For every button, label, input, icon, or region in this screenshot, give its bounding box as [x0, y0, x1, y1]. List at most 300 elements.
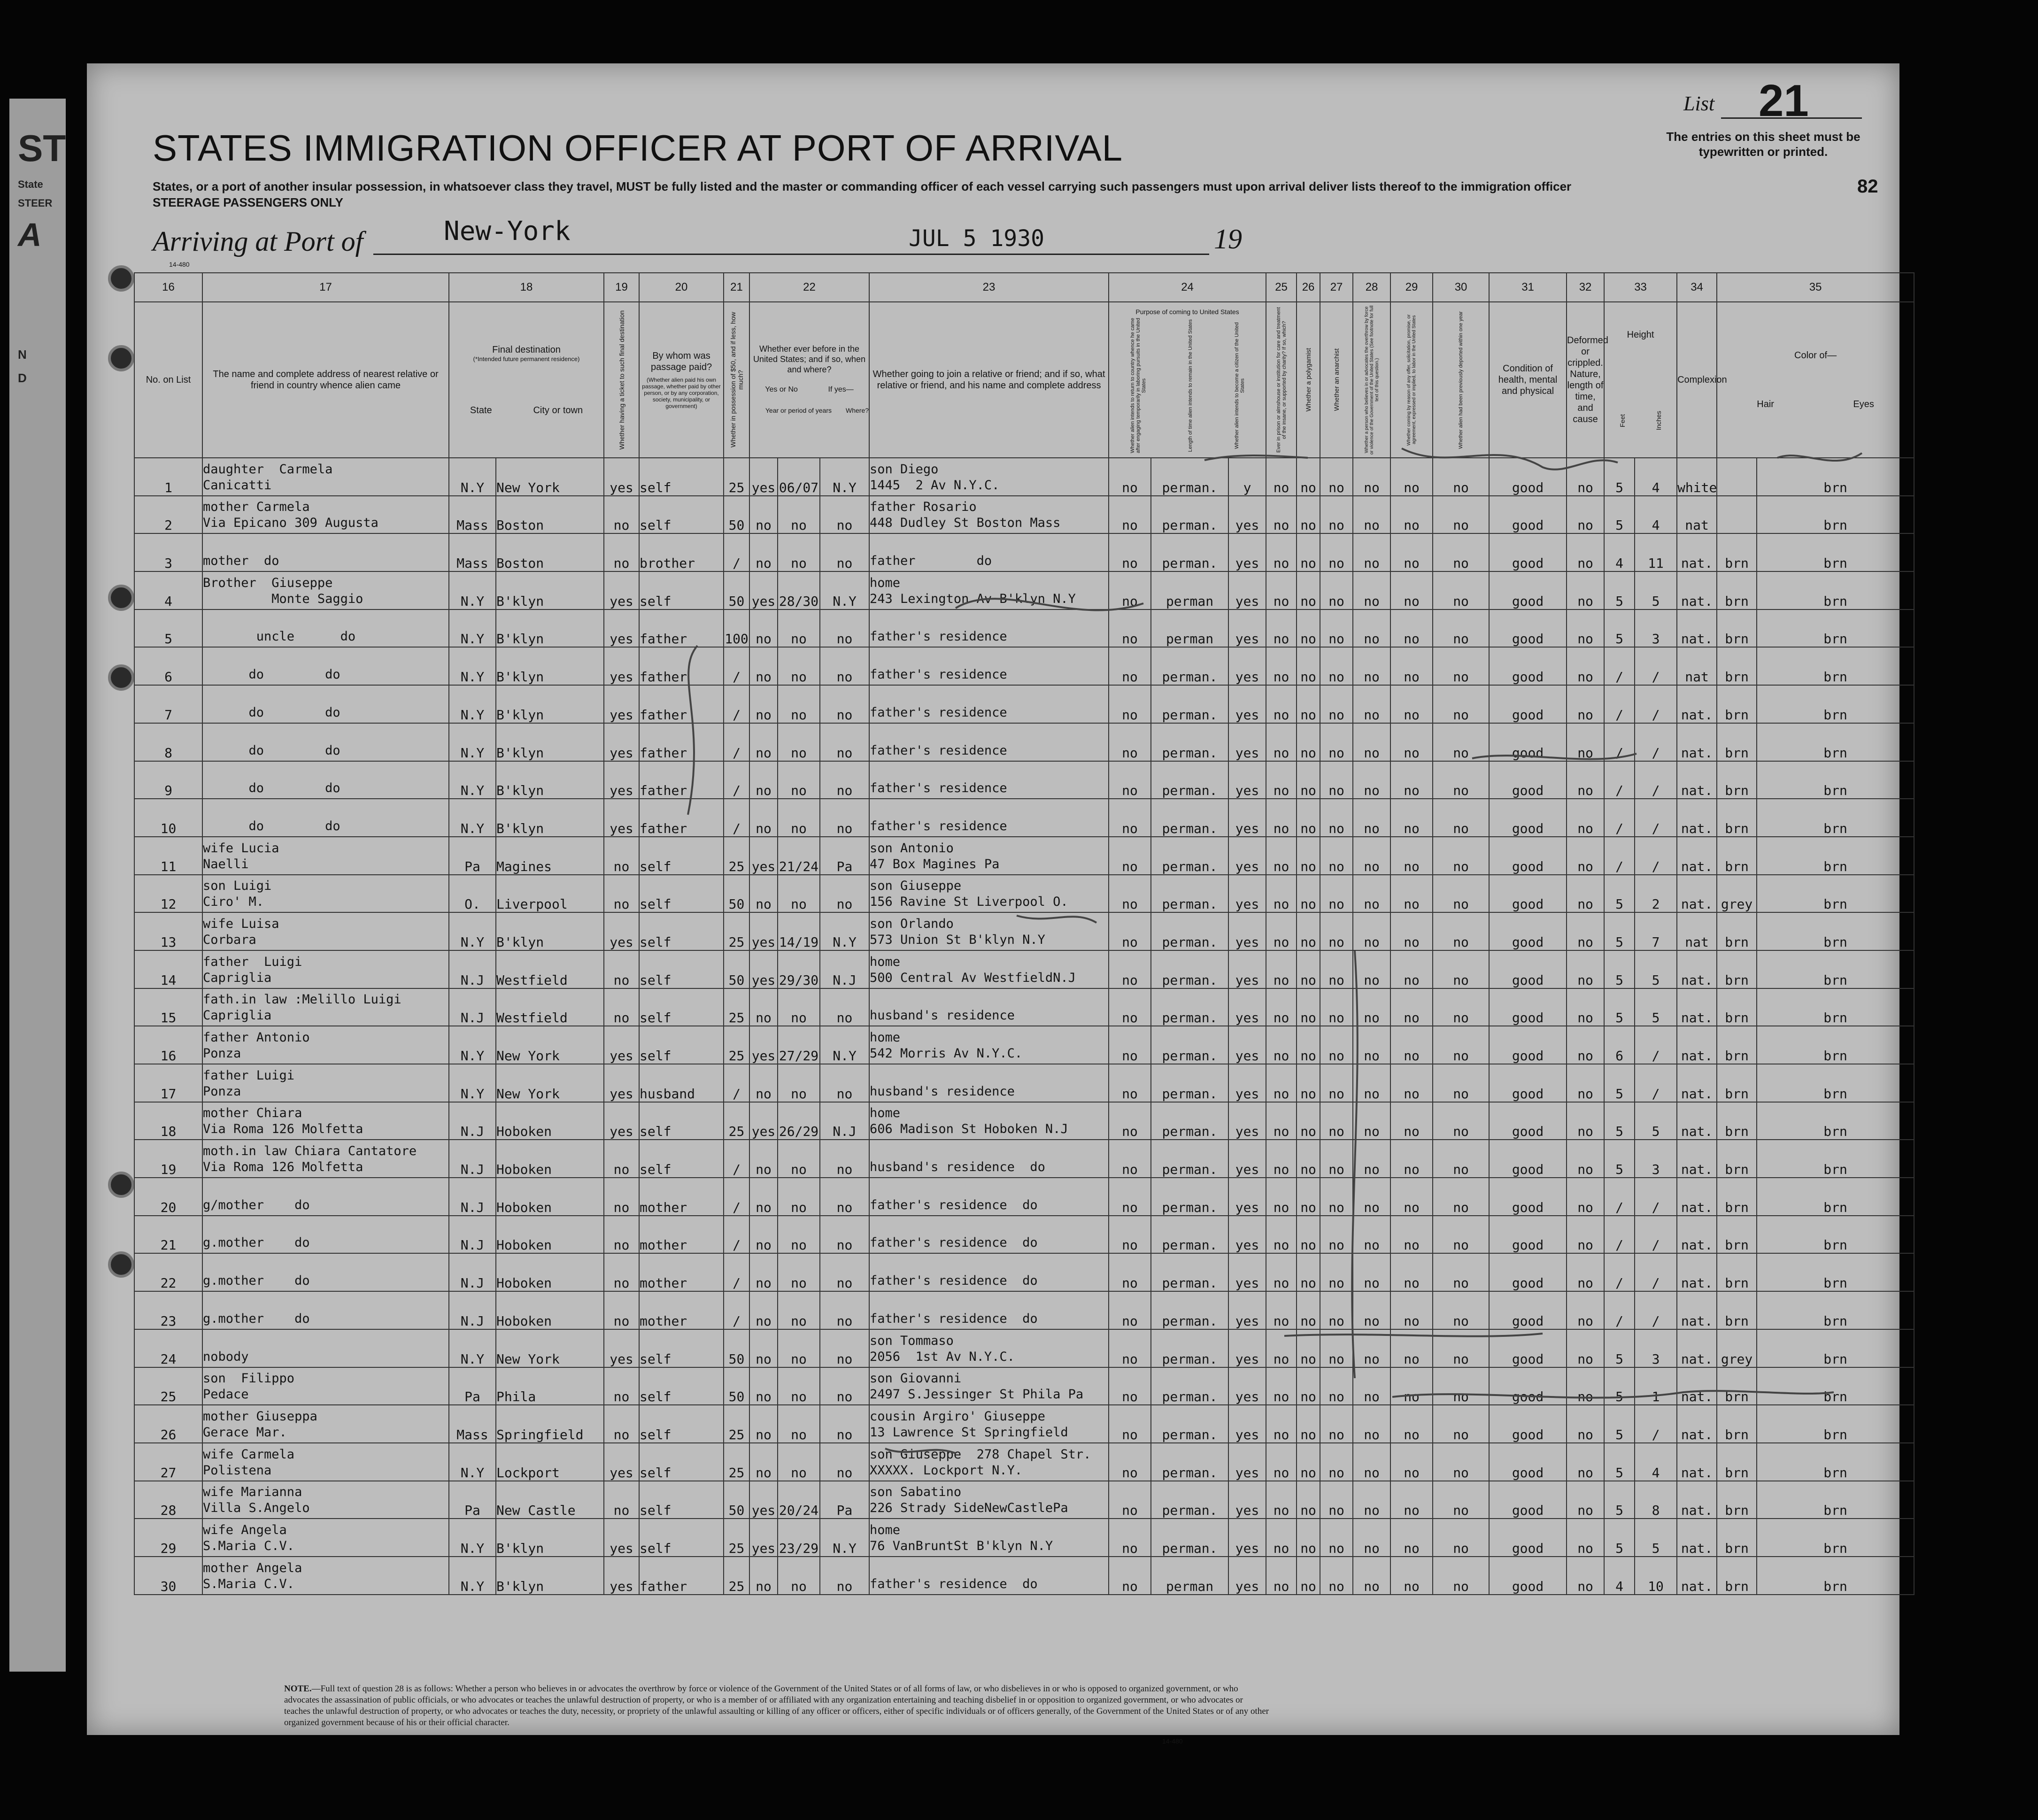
cell-q28: no [1353, 533, 1390, 571]
relative-address-line2: Ponza [203, 1084, 241, 1099]
cell-eye-color: brn [1757, 950, 1914, 988]
cell-money: 50 [724, 875, 749, 913]
cell-before-yes-no: yes [749, 912, 778, 950]
cell-before-yes-no: no [749, 1291, 778, 1329]
cell-before-where: no [820, 1064, 869, 1102]
cell-ticket: yes [604, 1443, 639, 1481]
cell-money: 50 [724, 950, 749, 988]
cell-deformed: no [1567, 837, 1604, 875]
relative-address-line2: Canicatti [203, 478, 272, 493]
cell-purpose-length: perman [1151, 571, 1228, 609]
pencil-stroke [688, 646, 697, 815]
cell-row-number: 27 [134, 1443, 202, 1481]
cell-before-yes-no: yes [749, 1519, 778, 1557]
cell-health: good [1489, 1367, 1567, 1405]
cell-purpose-citizen: yes [1228, 685, 1266, 723]
cell-purpose-return: no [1109, 1519, 1151, 1557]
cell-passage-paid: father [639, 761, 724, 799]
cell-purpose-citizen: yes [1228, 912, 1266, 950]
list-label: List [1683, 92, 1715, 115]
cell-before-where: N.Y [820, 1026, 869, 1064]
cell-before-where: no [820, 761, 869, 799]
column-number: 33 [1604, 273, 1677, 302]
cell-before-year: 26/29 [778, 1102, 820, 1140]
cell-complexion: nat. [1677, 1026, 1717, 1064]
cell-purpose-length: perman. [1151, 761, 1228, 799]
cell-purpose-citizen: y [1228, 458, 1266, 496]
cell-dest-state: Mass [449, 496, 496, 534]
cell-before-where: N.J [820, 1102, 869, 1140]
cell-anarchist: no [1320, 458, 1353, 496]
cell-health: good [1489, 1216, 1567, 1254]
cell-ticket: yes [604, 1329, 639, 1367]
header-sub: Whether alien intends to return to country whence he came after engaging temporarily in laboring pursuits in the United States [1129, 318, 1147, 453]
cell-deformed: no [1567, 950, 1604, 988]
cell-before-year: no [778, 875, 820, 913]
cell-before-yes-no: no [749, 1064, 778, 1102]
cell-height-inches: 4 [1635, 458, 1677, 496]
cell-deformed: no [1567, 1064, 1604, 1102]
cell-complexion: nat [1677, 647, 1717, 685]
cell-deformed: no [1567, 1367, 1604, 1405]
cell-q29: no [1390, 1140, 1433, 1178]
cell-passage-paid: father [639, 799, 724, 837]
cell-prison: no [1266, 1102, 1297, 1140]
cell-dest-state: N.Y [449, 1329, 496, 1367]
cell-before-where: N.Y [820, 912, 869, 950]
cell-q29: no [1390, 647, 1433, 685]
column-number: 30 [1433, 273, 1489, 302]
relative-address-line2: g/mother do [203, 1197, 310, 1212]
cell-before-where: no [820, 647, 869, 685]
cell-money: 25 [724, 458, 749, 496]
cell-q29: no [1390, 988, 1433, 1026]
cell-height-inches: 3 [1635, 609, 1677, 648]
cell-deformed: no [1567, 1481, 1604, 1519]
cell-height-feet: / [1604, 723, 1635, 761]
cell-anarchist: no [1320, 761, 1353, 799]
cell-purpose-length: perman. [1151, 1519, 1228, 1557]
cell-purpose-return: no [1109, 799, 1151, 837]
cell-money: 100 [724, 609, 749, 648]
join-relative-line2: 448 Dudley St Boston Mass [870, 516, 1061, 531]
cell-q30: no [1433, 1140, 1489, 1178]
cell-before-year: no [778, 647, 820, 685]
cell-deformed: no [1567, 1253, 1604, 1291]
cell-purpose-length: perman. [1151, 1481, 1228, 1519]
pencil-stroke [956, 599, 1143, 610]
cell-before-year: no [778, 1178, 820, 1216]
cell-polygamist: no [1297, 1216, 1320, 1254]
relative-address-line2: Pedace [203, 1387, 249, 1402]
cell-q30: no [1433, 1443, 1489, 1481]
margin-letter: STEER [18, 197, 53, 209]
join-relative-line2: 1445 2 Av N.Y.C. [870, 478, 1000, 493]
cell-dest-state: N.Y [449, 1557, 496, 1595]
cell-health: good [1489, 1140, 1567, 1178]
cell-purpose-citizen: yes [1228, 533, 1266, 571]
cell-polygamist: no [1297, 761, 1320, 799]
cell-health: good [1489, 1102, 1567, 1140]
cell-dest-city: Hoboken [496, 1178, 604, 1216]
cell-passage-paid: self [639, 1481, 724, 1519]
relative-address-line1: mother Giuseppa [203, 1409, 317, 1424]
cell-purpose-citizen: yes [1228, 496, 1266, 534]
cell-prison: no [1266, 1443, 1297, 1481]
cell-hair-color: grey [1717, 875, 1757, 913]
cell-passage-paid: self [639, 458, 724, 496]
cell-complexion: nat. [1677, 1405, 1717, 1443]
cell-q28: no [1353, 1405, 1390, 1443]
cell-ticket: yes [604, 609, 639, 648]
cell-polygamist: no [1297, 1329, 1320, 1367]
cell-polygamist: no [1297, 609, 1320, 648]
cell-height-feet: 5 [1604, 1443, 1635, 1481]
cell-q29: no [1390, 571, 1433, 609]
join-relative-line1: son Giuseppe [870, 879, 962, 894]
header-no-on-list: No. on List [134, 302, 202, 458]
cell-q29: no [1390, 723, 1433, 761]
join-relative-line2: father's residence [870, 818, 1007, 833]
cell-eye-color: brn [1757, 1064, 1914, 1102]
cell-health: good [1489, 1481, 1567, 1519]
cell-height-feet: 5 [1604, 496, 1635, 534]
cell-purpose-return: no [1109, 1481, 1151, 1519]
cell-passage-paid: father [639, 647, 724, 685]
relative-address-line1: daughter Carmela [203, 462, 333, 477]
cell-purpose-return: no [1109, 1253, 1151, 1291]
cell-dest-city: Hoboken [496, 1102, 604, 1140]
cell-purpose-length: perman. [1151, 1102, 1228, 1140]
cell-dest-state: N.Y [449, 1443, 496, 1481]
cell-complexion: nat. [1677, 1253, 1717, 1291]
join-relative-line2: 76 VanBruntSt B'klyn N.Y [870, 1538, 1053, 1553]
cell-dest-city: Magines [496, 837, 604, 875]
cell-money: / [724, 1253, 749, 1291]
cell-hair-color: brn [1717, 1519, 1757, 1557]
cell-eye-color: brn [1757, 685, 1914, 723]
cell-ticket: yes [604, 647, 639, 685]
cell-q30: no [1433, 1253, 1489, 1291]
cell-passage-paid: self [639, 1405, 724, 1443]
join-relative-line2: 500 Central Av WestfieldN.J [870, 970, 1076, 985]
cell-before-where: no [820, 799, 869, 837]
cell-dest-state: N.Y [449, 458, 496, 496]
cell-height-inches: 4 [1635, 1443, 1677, 1481]
cell-ticket: no [604, 1481, 639, 1519]
cell-q29: no [1390, 1253, 1433, 1291]
header-text: Ever in prison or almshouse or institution for care and treatment of the insane, or supported by charity? If so, which? [1275, 307, 1287, 453]
cell-deformed: no [1567, 1405, 1604, 1443]
pencil-stroke [1017, 916, 1096, 923]
cell-row-number: 10 [134, 799, 202, 837]
cell-row-number: 2 [134, 496, 202, 534]
header-text: Final destination [492, 344, 561, 355]
cell-purpose-return: no [1109, 1443, 1151, 1481]
cell-height-inches: 10 [1635, 1557, 1677, 1595]
cell-before-year: no [778, 761, 820, 799]
cell-q30: no [1433, 1178, 1489, 1216]
cell-before-where: no [820, 496, 869, 534]
cell-before-where: no [820, 1557, 869, 1595]
column-number: 34 [1677, 273, 1717, 302]
cell-height-inches: 5 [1635, 571, 1677, 609]
cell-q30: no [1433, 533, 1489, 571]
cell-height-feet: 5 [1604, 1102, 1635, 1140]
header-text: Whether coming by reason of any offer, solicitation, promise, or agreement, expressed or implied, to labor in the United States [1406, 314, 1417, 446]
cell-q28: no [1353, 647, 1390, 685]
cell-q28: no [1353, 988, 1390, 1026]
cell-row-number: 30 [134, 1557, 202, 1595]
cell-purpose-length: perman. [1151, 496, 1228, 534]
cell-height-inches: / [1635, 1064, 1677, 1102]
cell-polygamist: no [1297, 571, 1320, 609]
cell-prison: no [1266, 988, 1297, 1026]
cell-complexion: nat. [1677, 1519, 1717, 1557]
cell-prison: no [1266, 647, 1297, 685]
cell-health: good [1489, 1178, 1567, 1216]
cell-eye-color: brn [1757, 875, 1914, 913]
relative-address-line1: wife Angela [203, 1522, 287, 1537]
header-sub: Whether alien intends to become a citizen of the United States [1234, 322, 1245, 449]
cell-deformed: no [1567, 1557, 1604, 1595]
margin-letter: ST [18, 127, 66, 169]
join-relative-line2: XXXXX. Lockport N.Y. [870, 1463, 1023, 1478]
cell-health: good [1489, 1405, 1567, 1443]
cell-before-yes-no: no [749, 647, 778, 685]
cell-passage-paid: brother [639, 533, 724, 571]
cell-polygamist: no [1297, 912, 1320, 950]
cell-purpose-length: perman. [1151, 837, 1228, 875]
cell-purpose-citizen: yes [1228, 1443, 1266, 1481]
cell-height-feet: / [1604, 761, 1635, 799]
cell-health: good [1489, 458, 1567, 496]
cell-anarchist: no [1320, 496, 1353, 534]
cell-passage-paid: husband [639, 1064, 724, 1102]
cell-passage-paid: self [639, 1443, 724, 1481]
relative-address-line2: g.mother do [203, 1235, 310, 1250]
cell-anarchist: no [1320, 912, 1353, 950]
cell-deformed: no [1567, 458, 1604, 496]
cell-height-feet: 5 [1604, 988, 1635, 1026]
cell-q29: no [1390, 799, 1433, 837]
relative-address-line2: nobody [203, 1349, 249, 1364]
relative-address-line2: Via Roma 126 Molfetta [203, 1122, 363, 1137]
cell-purpose-citizen: yes [1228, 571, 1266, 609]
cell-deformed: no [1567, 799, 1604, 837]
cell-before-year: no [778, 1443, 820, 1481]
relative-address-line1: son Luigi [203, 879, 272, 894]
cell-prison: no [1266, 1405, 1297, 1443]
join-relative-line1: home [870, 954, 901, 969]
cell-ticket: yes [604, 1557, 639, 1595]
cell-before-yes-no: no [749, 723, 778, 761]
header-feet: Feet [1619, 414, 1627, 427]
cell-q29: no [1390, 1481, 1433, 1519]
relative-address-line2: Ciro' M. [203, 895, 264, 910]
pencil-stroke [885, 1449, 956, 1453]
cell-health: good [1489, 1291, 1567, 1329]
cell-q28: no [1353, 1481, 1390, 1519]
cell-dest-state: N.J [449, 950, 496, 988]
cell-health: good [1489, 837, 1567, 875]
cell-eye-color: brn [1757, 1253, 1914, 1291]
cell-before-year: no [778, 685, 820, 723]
cell-health: good [1489, 571, 1567, 609]
cell-eye-color: brn [1757, 1140, 1914, 1178]
cell-purpose-length: perman. [1151, 723, 1228, 761]
cell-before-yes-no: yes [749, 458, 778, 496]
cell-dest-city: B'klyn [496, 1519, 604, 1557]
cell-passage-paid: self [639, 988, 724, 1026]
cell-height-feet: / [1604, 1291, 1635, 1329]
cell-height-feet: / [1604, 1253, 1635, 1291]
cell-deformed: no [1567, 1519, 1604, 1557]
cell-anarchist: no [1320, 799, 1353, 837]
cell-passage-paid: self [639, 1329, 724, 1367]
cell-purpose-return: no [1109, 1291, 1151, 1329]
cell-polygamist: no [1297, 533, 1320, 571]
cell-purpose-return: no [1109, 1140, 1151, 1178]
cell-row-number: 6 [134, 647, 202, 685]
cell-ticket: no [604, 875, 639, 913]
cell-before-yes-no: yes [749, 1102, 778, 1140]
cell-dest-city: Boston [496, 533, 604, 571]
cell-row-number: 15 [134, 988, 202, 1026]
cell-q28: no [1353, 1064, 1390, 1102]
cell-dest-state: N.J [449, 1216, 496, 1254]
cell-prison: no [1266, 533, 1297, 571]
cell-before-where: no [820, 875, 869, 913]
cell-passage-paid: self [639, 1026, 724, 1064]
cell-q29: no [1390, 1557, 1433, 1595]
relative-address-line2: Corbara [203, 932, 256, 947]
header-city: City or town [533, 405, 583, 416]
cell-before-year: 06/07 [778, 458, 820, 496]
cell-complexion: nat. [1677, 1557, 1717, 1595]
cell-ticket: yes [604, 1519, 639, 1557]
cell-passage-paid: mother [639, 1216, 724, 1254]
header-note: (*Intended future permanent residence) [473, 355, 580, 362]
pencil-stroke [1472, 754, 1637, 759]
cell-purpose-return: no [1109, 1102, 1151, 1140]
join-relative-line2: father's residence do [870, 1576, 1038, 1591]
cell-before-year: no [778, 1405, 820, 1443]
cell-money: 50 [724, 1481, 749, 1519]
cell-q30: no [1433, 1519, 1489, 1557]
cell-ticket: yes [604, 912, 639, 950]
cell-prison: no [1266, 1557, 1297, 1595]
header-text: Height [1627, 330, 1654, 340]
cell-row-number: 3 [134, 533, 202, 571]
cell-row-number: 4 [134, 571, 202, 609]
cell-row-number: 1 [134, 458, 202, 496]
margin-letter: State [18, 178, 43, 190]
cell-row-number: 29 [134, 1519, 202, 1557]
cell-height-inches: / [1635, 1216, 1677, 1254]
join-relative-line2: father's residence do [870, 1197, 1038, 1212]
cell-q28: no [1353, 1216, 1390, 1254]
cell-purpose-return: no [1109, 912, 1151, 950]
join-relative-line1: home [870, 1030, 901, 1045]
cell-passage-paid: self [639, 912, 724, 950]
cell-height-feet: 5 [1604, 912, 1635, 950]
cell-health: good [1489, 950, 1567, 988]
cell-before-yes-no: yes [749, 1481, 778, 1519]
cell-q28: no [1353, 1178, 1390, 1216]
cell-q29: no [1390, 912, 1433, 950]
cell-height-feet: 5 [1604, 1481, 1635, 1519]
column-number: 23 [869, 273, 1109, 302]
cell-passage-paid: self [639, 837, 724, 875]
cell-purpose-return: no [1109, 1329, 1151, 1367]
cell-eye-color: brn [1757, 1026, 1914, 1064]
cell-height-inches: / [1635, 647, 1677, 685]
cell-before-year: no [778, 1557, 820, 1595]
cell-q30: no [1433, 1557, 1489, 1595]
cell-purpose-citizen: yes [1228, 988, 1266, 1026]
cell-money: 25 [724, 988, 749, 1026]
cell-ticket: yes [604, 1064, 639, 1102]
cell-before-where: no [820, 1329, 869, 1367]
cell-before-yes-no: no [749, 533, 778, 571]
cell-dest-city: New York [496, 1064, 604, 1102]
cell-polygamist: no [1297, 1405, 1320, 1443]
cell-hair-color: brn [1717, 723, 1757, 761]
cell-q28: no [1353, 1140, 1390, 1178]
cell-purpose-citizen: yes [1228, 1102, 1266, 1140]
cell-before-where: no [820, 1178, 869, 1216]
cell-deformed: no [1567, 1216, 1604, 1254]
cell-complexion: nat. [1677, 761, 1717, 799]
cell-purpose-return: no [1109, 685, 1151, 723]
cell-height-inches: 4 [1635, 496, 1677, 534]
cell-before-yes-no: no [749, 875, 778, 913]
cell-hair-color: brn [1717, 647, 1757, 685]
cell-before-yes-no: no [749, 1557, 778, 1595]
join-relative-line1: son Orlando [870, 916, 954, 931]
cell-purpose-length: perman. [1151, 1253, 1228, 1291]
column-number: 25 [1266, 273, 1297, 302]
cell-purpose-length: perman. [1151, 647, 1228, 685]
cell-purpose-citizen: yes [1228, 1557, 1266, 1595]
cell-anarchist: no [1320, 875, 1353, 913]
arrival-date: JUL 5 1930 [909, 225, 1044, 252]
header-health: Condition of health, mental and physical [1489, 302, 1567, 458]
cell-before-yes-no: yes [749, 950, 778, 988]
cell-before-where: N.Y [820, 458, 869, 496]
cell-purpose-return: no [1109, 723, 1151, 761]
header-complexion: Complexion [1677, 302, 1717, 458]
cell-height-feet: 5 [1604, 571, 1635, 609]
cell-ticket: yes [604, 723, 639, 761]
cell-hair-color: brn [1717, 988, 1757, 1026]
cell-dest-state: N.Y [449, 685, 496, 723]
cell-complexion: nat. [1677, 1329, 1717, 1367]
cell-q28: no [1353, 609, 1390, 648]
margin-letter: N [18, 347, 27, 362]
cell-money: 50 [724, 1367, 749, 1405]
cell-height-feet: 5 [1604, 1064, 1635, 1102]
cell-q28: no [1353, 1443, 1390, 1481]
cell-health: good [1489, 912, 1567, 950]
cell-height-inches: 3 [1635, 1140, 1677, 1178]
cell-before-year: 20/24 [778, 1481, 820, 1519]
cell-q30: no [1433, 950, 1489, 988]
cell-ticket: no [604, 950, 639, 988]
cell-height-inches: / [1635, 1178, 1677, 1216]
cell-eye-color: brn [1757, 1102, 1914, 1140]
